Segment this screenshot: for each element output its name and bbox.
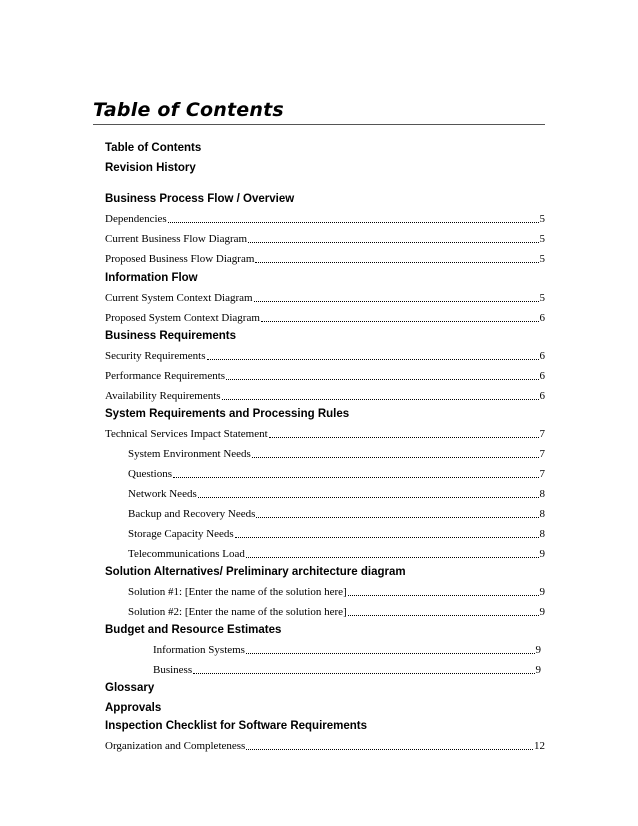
dot-leader (226, 378, 538, 380)
toc-entry-label: System Environment Needs (128, 448, 251, 460)
toc-entry-label: Current System Context Diagram (105, 292, 253, 304)
dot-leader (269, 436, 539, 438)
dot-leader (248, 241, 538, 243)
toc-page-number: 6 (539, 312, 545, 324)
toc-entry[interactable] (105, 206, 545, 226)
toc-entry-label: Telecommunications Load (128, 548, 245, 560)
toc-page-number: 5 (539, 292, 545, 304)
toc-page-number: 8 (539, 508, 545, 520)
toc-entry-label: Information Flow (105, 272, 198, 284)
dot-leader (193, 672, 534, 674)
dot-leader (246, 748, 533, 750)
toc-entry-label: Organization and Completeness (105, 740, 246, 752)
toc-entry-label: Solution #2: [Enter the name of the solution here] (128, 606, 347, 618)
toc-entry-label: Revision History (105, 162, 196, 174)
toc-entry[interactable] (153, 637, 541, 657)
toc-entry-label: Network Needs (128, 488, 197, 500)
toc-heading[interactable] (105, 323, 236, 343)
toc-heading[interactable] (105, 401, 349, 421)
toc-page-number: 6 (539, 350, 545, 362)
toc-page-number: 7 (539, 428, 545, 440)
toc-entry[interactable] (105, 733, 545, 753)
dot-leader (255, 261, 538, 263)
dot-leader (235, 536, 539, 538)
toc-entry[interactable] (128, 501, 545, 521)
dot-leader (256, 516, 538, 518)
toc-page-number: 7 (539, 448, 545, 460)
toc-entry-label: Approvals (105, 702, 162, 714)
toc-heading[interactable] (105, 675, 154, 695)
page-title: Table of Contents (93, 99, 284, 121)
toc-entry-label: Glossary (105, 682, 155, 694)
toc-entry[interactable] (128, 599, 545, 619)
toc-entry[interactable] (105, 285, 545, 305)
toc-heading[interactable] (105, 695, 161, 715)
toc-heading[interactable] (105, 155, 196, 175)
toc-heading[interactable] (105, 135, 201, 155)
toc-entry-label: Solution #1: [Enter the name of the solution here] (128, 586, 347, 598)
toc-entry-label: Table of Contents (105, 142, 202, 154)
toc-entry-label: Questions (128, 468, 172, 480)
dot-leader (261, 320, 539, 322)
toc-entry-label: Inspection Checklist for Software Requirements (105, 720, 368, 732)
toc-entry[interactable] (105, 305, 545, 325)
dot-leader (173, 476, 539, 478)
toc-page-number: 5 (539, 253, 545, 265)
toc-entry-label: Proposed System Context Diagram (105, 312, 260, 324)
toc-heading[interactable] (105, 713, 367, 733)
dot-leader (168, 221, 539, 223)
toc-page-number: 9 (539, 586, 545, 598)
toc-entry-label: Dependencies (105, 213, 167, 225)
toc-entry-label: Budget and Resource Estimates (105, 624, 282, 636)
toc-entry-label: Business Process Flow / Overview (105, 193, 295, 205)
toc-entry[interactable] (105, 421, 545, 441)
dot-leader (222, 398, 539, 400)
toc-page-number: 7 (539, 468, 545, 480)
toc-entry[interactable] (128, 541, 545, 561)
toc-page-number: 6 (539, 390, 545, 402)
toc-entry-label: Availability Requirements (105, 390, 221, 402)
toc-entry-label: Business (153, 664, 193, 676)
toc-heading[interactable] (105, 265, 198, 285)
toc-entry-label: Proposed Business Flow Diagram (105, 253, 255, 265)
toc-page-number: 9 (539, 548, 545, 560)
toc-entry[interactable] (105, 226, 545, 246)
toc-entry[interactable] (128, 461, 545, 481)
toc-entry[interactable] (128, 441, 545, 461)
toc-page-number: 5 (539, 213, 545, 225)
toc-page-number: 8 (539, 528, 545, 540)
dot-leader (246, 556, 539, 558)
toc-entry[interactable] (105, 383, 545, 403)
toc-entry-label: System Requirements and Processing Rules (105, 408, 350, 420)
toc-entry-label: Backup and Recovery Needs (128, 508, 256, 520)
toc-page-number: 12 (534, 740, 545, 752)
toc-entry-label: Performance Requirements (105, 370, 226, 382)
dot-leader (252, 456, 539, 458)
toc-entry-label: Security Requirements (105, 350, 206, 362)
dot-leader (198, 496, 539, 498)
toc-entry[interactable] (128, 521, 545, 541)
toc-page-number: 9 (535, 644, 541, 656)
dot-leader (207, 358, 539, 360)
dot-leader (246, 652, 535, 654)
toc-entry-label: Current Business Flow Diagram (105, 233, 248, 245)
toc-entry-label: Technical Services Impact Statement (105, 428, 268, 440)
toc-entry-label: Storage Capacity Needs (128, 528, 234, 540)
toc-page-number: 9 (539, 606, 545, 618)
toc-heading[interactable] (105, 617, 281, 637)
toc-entry[interactable] (105, 363, 545, 383)
dot-leader (348, 614, 539, 616)
dot-leader (348, 594, 539, 596)
toc-entry-label: Business Requirements (105, 330, 237, 342)
toc-entry[interactable] (153, 657, 541, 677)
toc-heading[interactable] (105, 559, 406, 579)
toc-entry-label: Solution Alternatives/ Preliminary architecture diagram (105, 566, 406, 578)
toc-entry[interactable] (105, 246, 545, 266)
toc-page-number: 9 (535, 664, 541, 676)
toc-entry[interactable] (105, 343, 545, 363)
toc-page-number: 6 (539, 370, 545, 382)
toc-entry[interactable] (128, 481, 545, 501)
toc-entry-label: Information Systems (153, 644, 245, 656)
toc-page-number: 5 (539, 233, 545, 245)
toc-entry[interactable] (128, 579, 545, 599)
toc-page-number: 8 (539, 488, 545, 500)
toc-heading[interactable] (105, 186, 294, 206)
dot-leader (254, 300, 539, 302)
